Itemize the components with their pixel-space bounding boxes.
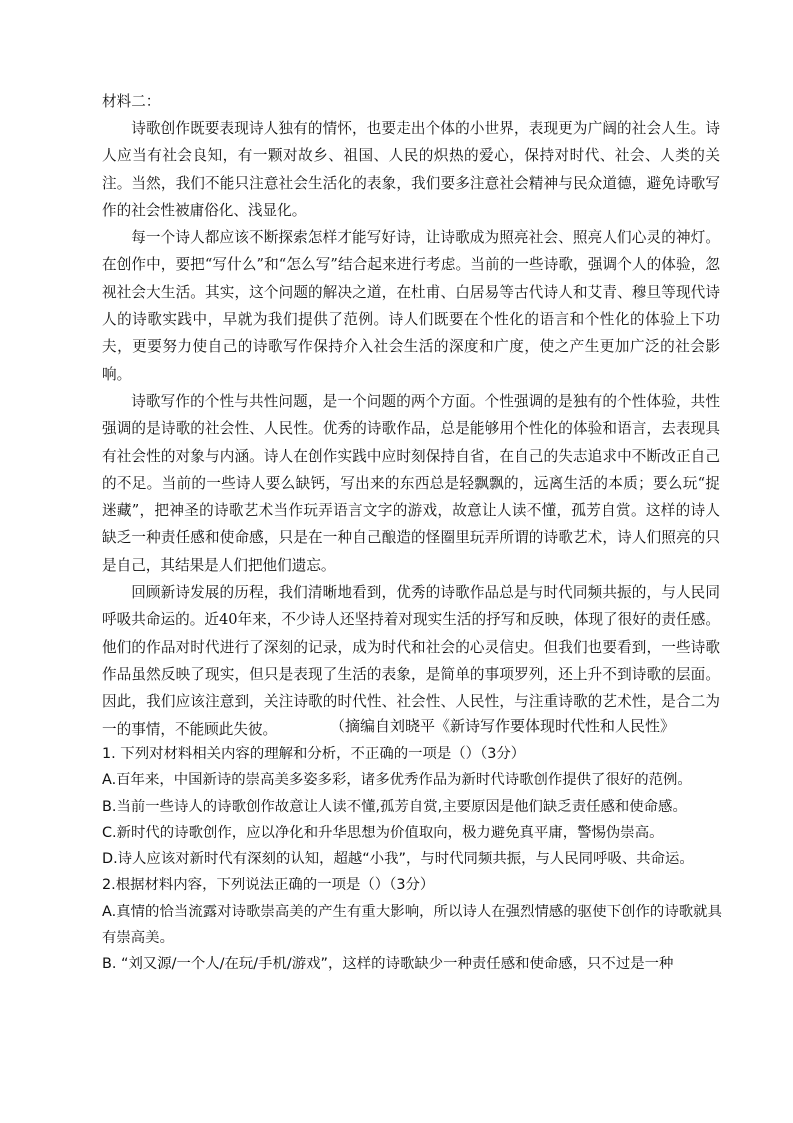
question-2-stem: 2.根据材料内容，下列说法正确的一项是（）（3分） bbox=[102, 877, 435, 894]
material-paragraph-2: 每一个诗人都应该不断探索怎样才能写好诗，让诗歌成为照亮社会、照亮人们心灵的神灯。在创作中，要把“写什么”和“怎么写”结合起来进行考虑。当前的一些诗歌，强调个人的体验，忽视社会大生活。其实，这个问题的解决之道，在杜甫、白居易等古代诗人和艾青、穆旦等现代诗人的诗歌实践中，早就为我们提供了范例。诗人们既要在个性化的语言和个性化的体验上下功夫，更要努力使自己的诗歌写作保持介入社会生活的深度和广度，使之产生更加广泛的社会影响。 bbox=[102, 229, 720, 383]
question-1-stem: 1. 下列对材料相关内容的理解和分析，不正确的一项是（）（3分） bbox=[102, 746, 526, 762]
question-2-option-a: A.真情的恰当流露对诗歌崇高美的产生有重大影响，所以诗人在强烈情感的驱使下创作的诗歌就具有崇高美。 bbox=[102, 903, 722, 947]
question-1-option-d: D.诗人应该对新时代有深刻的认知，超越“小我”，与时代同频共振，与人民同呼吸、共命运。 bbox=[102, 851, 694, 868]
material-paragraph-3: 诗歌写作的个性与共性问题，是一个问题的两个方面。个性强调的是独有的个性体验，共性强调的是诗歌的社会性、人民性。优秀的诗歌作品，总是能够用个性化的体验和语言，去表现具有社会性的对象与内涵。诗人在创作实践中应时刻保持自省，在自己的失志追求中不断改正自己的不足。当前的一些诗人要么缺钙，写出来的东西总是轻飘飘的，远离生活的本质；要么玩“捉迷藏”，把神圣的诗歌艺术当作玩弄语言文字的游戏，故意让人读不懂，孤芳自赏。这样的诗人缺乏一种责任感和使命感，只是在一种自己酿造的怪圈里玩弄所谓的诗歌艺术，诗人们照亮的只是自己，其结果是人们把他们遗忘。 bbox=[102, 392, 720, 574]
material-source-citation: （摘编自刘晓平《新诗写作要体现时代性和人民性》 bbox=[330, 717, 676, 735]
question-1-option-a: A.百年来，中国新诗的崇高美多姿多彩，诸多优秀作品为新时代诗歌创作提供了很好的范例。 bbox=[102, 772, 692, 789]
question-2-option-b: B. “刘又源/一个人/在玩/手机/游戏”，这样的诗歌缺少一种责任感和使命感，只不过是一种 bbox=[102, 956, 674, 973]
questions-section bbox=[102, 741, 722, 978]
material-heading: 材料二： bbox=[102, 93, 161, 110]
material-paragraph-1: 诗歌创作既要表现诗人独有的情怀，也要走出个体的小世界，表现更为广阔的社会人生。诗人应当有社会良知，有一颗对故乡、祖国、人民的炽热的爱心，保持对时代、社会、人类的关注。当然，我们不能只注意社会生活化的表象，我们要多注意社会精神与民众道德，避免诗歌写作的社会性被庸俗化、浅显化。 bbox=[102, 120, 720, 219]
material-paragraph-4: 回顾新诗发展的历程，我们清晰地看到，优秀的诗歌作品总是与时代同频共振的，与人民同呼吸共命运的。近40年来，不少诗人还坚持着对现实生活的抒写和反映，体现了很好的责任感。他们的作品对时代进行了深刻的记录，成为时代和社会的心灵信史。但我们也要看到，一些诗歌作品虽然反映了现实，但只是表现了生活的表象，是简单的事项罗列，还上升不到诗歌的层面。因此，我们应该注意到，关注诗歌的时代性、社会性、人民性，与注重诗歌的艺术性，是合二为一的事情，不能顾此失彼。 bbox=[102, 584, 720, 738]
question-1-option-b: B.当前一些诗人的诗歌创作故意让人读不懂,孤芳自赏,主要原因是他们缺乏责任感和使命感。 bbox=[102, 798, 687, 815]
material-body bbox=[102, 115, 720, 743]
question-1-option-c: C.新时代的诗歌创作，应以净化和升华思想为价值取向，极力避免真平庸，警惕伪崇高。 bbox=[102, 824, 664, 841]
